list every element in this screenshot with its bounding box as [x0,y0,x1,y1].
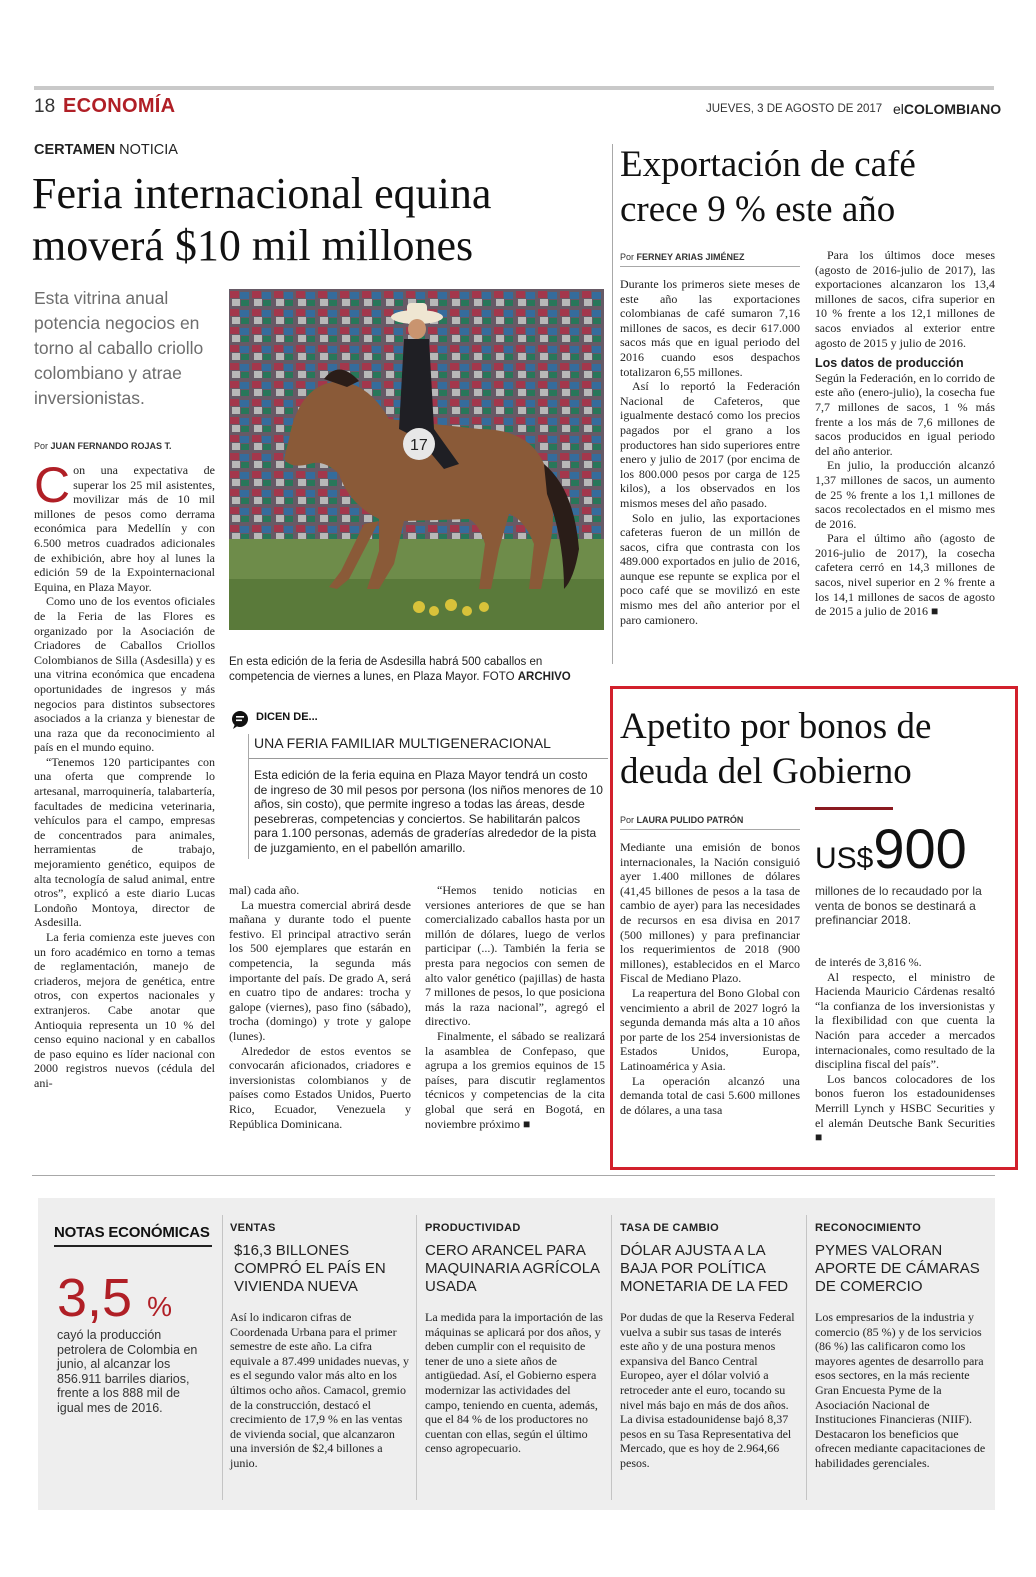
notas-divider [806,1215,807,1500]
paragraph: Finalmente, el sábado se realizará la asamblea de Confepaso, que agrupa a los gremios equinos de 15 países, para discutir reglamentos técnicos y competencias de la cita global que será en Bogotá, en noviembre próximo ■ [425,1028,605,1131]
paragraph: on una expectativa de superar los 25 mil asistentes, movilizar más de 10 mil millones de pesos como derrama económica para Medellín y con 6.500 metros cuadrados adicionales de exhibición, abre hoy al lunes la edición 59 de la Expointernacional Equina, en Plaza Mayor. [34,463,215,594]
dicen-body: Esta edición de la feria equina en Plaza Mayor tendrá un costo de ingreso de 30 mil pesos por persona (los niños menores de 10 años, sin costo), que permite ingreso a todas las áreas, desde pesebreras, competencias y conciertos. Se habilitarán palcos para 1.100 personas, además de graderías alrededor de la pista de juzgamiento, en el pabellón amarillo. [254,768,603,855]
kicker-bold: CERTAMEN [34,142,116,158]
paragraph: “Tenemos 120 participantes con una oferta que comprende lo artesanal, marroquinería, talabartería, facultades de medicina veterinaria, vehículos para el campo, empresas de concentrados para animales, herramientas de trabajo, mejoramiento genético, equipos de alta tecnología de salud animal, entre otros”, explicó a este diario Lucas Londoño Montoya, director de Asdesilla. [34,754,215,930]
byline-name: FERNEY ARIAS JIMÉNEZ [636,252,745,262]
dicen-title: DICEN DE... [256,711,318,723]
nota-body: Por dudas de que la Reserva Federal vuelva a subir sus tasas de interés este año y de una postura menos expansiva del Banco Central Europeo, ayer el dólar volvió a retroceder ante el euro, tocando su nivel más bajo en más de dos años. La divisa estadounidense bajó 8,37 pesos en su Tasa Representativa del Mercado, que es hoy de 2.964,66 pesos. [620,1310,795,1470]
caption-credit: ARCHIVO [517,670,571,683]
paragraph: Al respecto, el ministro de Hacienda Mauricio Cárdenas resaltó “la confianza de los inversionistas y la flexibilidad con que cuenta la Nación para acceder a mercados internacionales, como resultado de la disciplina fiscal del país”. [815,969,995,1072]
header-rule [34,86,994,90]
speech-bubble-icon [231,711,249,729]
bonos-column-1 [620,840,800,1117]
nota-ventas [230,1222,410,1471]
byline-prefix: Por [620,815,637,825]
stat-unit: % [147,1291,172,1322]
nota-category: TASA DE CAMBIO [620,1222,719,1234]
stat-description: cayó la producción petrolera de Colombia en junio, al alcanzar los 856.911 barriles diarios, frente a los 888 mil de igual mes de 2016. [57,1328,198,1415]
nota-category: PRODUCTIVIDAD [425,1222,521,1234]
price-caption: millones de lo recaudado por la venta de bonos se destinará a prefinanciar 2018. [815,884,982,928]
photo-illustration [229,289,604,630]
dicen-rule [248,758,608,759]
nota-category: VENTAS [230,1222,276,1234]
section-title: ECONOMÍA [63,95,176,117]
paragraph: de interés de 3,816 %. [815,955,922,969]
cafe-headline: Exportación de café crece 9 % este año [620,144,916,230]
feria-column-2 [229,883,411,1131]
nota-reconocimiento [815,1222,990,1471]
price-rule [815,807,893,810]
cafe-column-2 [815,248,995,619]
nota-body: La medida para la importación de las máquinas se aplicará por dos años, y deben cumplir con el requisito de tener de uno a siete años de antigüedad. Así, el Gobierno espera modernizar las actividades del campo, teniendo en cuenta, además, que el 84 % de los productores no cuentan con ellas, según el último censo agropecuario. [425,1310,603,1456]
nota-body: Los empresarios de la industria y comercio (85 %) y de los servicios (86 %) las calificaron como los mayores agentes de desarrollo para esos sectores, en la más reciente Gran Encuesta Pyme de la Asociación Nacional de Instituciones Financieras (NIIF). Destacaron los beneficios que ofrecen mediante capacitaciones de habilidades gerenciales. [815,1310,986,1470]
bottom-rule [32,1175,995,1176]
paragraph: Solo en julio, las exportaciones cafeteras fueron de un millón de sacos, cifra que contrasta con los 489.000 exportados en julio de 2016, aunque ese repunte se explica por el poco café que se movilizó en este mismo mes del año anterior por el paro camionero. [620,510,800,627]
nota-category: RECONOCIMIENTO [815,1222,922,1234]
feria-headline: Feria internacional equina moverá $10 mil millones [32,169,492,270]
nota-tasa-de-cambio [620,1222,798,1471]
feria-column-1 [34,457,215,1091]
brand-name: COLOMBIANO [903,101,1002,117]
dicen-side-rule [248,734,249,859]
paragraph: “Hemos tenido noticias en versiones anteriores de que se han comercializado caballos hasta por un millón de dólares, luego de verlos participar (...). También la feria se presta para negocios con semen de alto valor genético (pajillas) de hasta 7 millones de pesos, lo que posiciona más la raza nacional”, agregó el directivo. [425,883,605,1029]
paragraph: mal) cada año. [229,883,300,897]
paragraph: La operación alcanzó una demanda total de casi 5.600 millones de dólares, a una tasa [620,1073,800,1117]
newspaper-brand [893,101,1001,117]
paragraph: La feria comienza este jueves con un foro académico en torno a temas de reglamentación, manejo de criaderos, mejora de genética, entre otros, con expertos nacionales y extranjeros. Cabe anotar que Antioquia representa un 10 % del censo equino nacional y en caballos de paso equino es líder nacional con 2000 registros nuevos (cédula del ani- [34,930,215,1090]
paragraph: Los bancos colocadores de los bonos fueron los estadounidenses Merrill Lynch y HSBC Securities y el alemán Deutsche Bank Securities ■ [815,1071,995,1145]
byline-prefix: Por [34,441,51,451]
notas-title-rule [54,1245,212,1247]
paragraph: Para el último año (agosto de 2016-julio de 2017), la cosecha cafetera cerró en 14,3 millones de sacos, nivel superior en 2 % frente a los 14,1 millones de sacos de agosto de 2015 a julio de 2016 ■ [815,531,995,619]
paragraph: En julio, la producción alcanzó 1,37 millones de sacos, un aumento de 25 % frente a los 1,1 millones de sacos recolectados en el mismo mes de 2016. [815,458,995,531]
byline-name: LAURA PULIDO PATRÓN [636,815,744,825]
price-value: 900 [873,817,967,880]
cafe-subhead: Los datos de producción [815,356,964,371]
feria-deck: Esta vitrina anual potencia negocios en torno al caballo criollo colombiano y atrae inversionistas. [34,288,204,408]
paragraph: Según la Federación, en lo corrido de este año (enero-julio), la cosecha fue 7,7 millones de sacos, 1 % más frente a los más de 7,6 millones de sacos producidos en igual periodo del año anterior. [815,370,995,458]
nota-headline: $16,3 BILLONES COMPRÓ EL PAÍS EN VIVIENDA NUEVA [234,1242,386,1295]
nota-body: Así lo indicaron cifras de Coordenada Urbana para el primer semestre de este año. La cifra equivale a 87.499 unidades nuevas, y es el segundo valor más alto en los últimos ocho años. Camacol, gremio de la construcción, destacó el crecimiento de 17,9 % en las ventas de vivienda social, que alcanzaron una inversión de $2,4 billones a junio. [230,1310,409,1470]
notas-divider [611,1215,612,1500]
paragraph: Mediante una emisión de bonos internacionales, la Nación consiguió ayer 1.400 millones de dólares (41,45 billones de pesos a la tasa de cambio de ayer) para las necesidades de recursos en esa divisa en 2017 (500 millones) y para prefinanciar los requerimientos de 2018 (900 millones), establecidos en el Marco Fiscal de Mediano Plazo. [620,840,800,986]
stat-value: 3,5 [57,1268,133,1328]
nota-headline: PYMES VALORAN APORTE DE CÁMARAS DE COMERCIO [815,1242,980,1295]
price-highlight [815,817,967,891]
drop-cap: C [34,457,71,513]
caption-text: En esta edición de la feria de Asdesilla habrá 500 caballos en competencia de viernes a lunes, en Plaza Mayor. [229,656,543,683]
paragraph: La reapertura del Bono Global con vencimiento a abril de 2027 logró la segunda demanda más alta a 10 años por parte de los 254 inversionistas de Estados Unidos, Europa, Latinoamérica y Asia. [620,985,800,1073]
nota-headline: DÓLAR AJUSTA A LA BAJA POR POLÍTICA MONETARIA DE LA FED [620,1242,789,1295]
cafe-byline [620,252,745,262]
feria-column-3 [425,883,605,1131]
kicker-rest: NOTICIA [115,142,178,158]
byline-name: JUAN FERNANDO ROJAS T. [50,441,172,451]
photo-caption [229,655,604,684]
dicen-subtitle: UNA FERIA FAMILIAR MULTIGENERACIONAL [254,735,551,751]
paragraph: Como uno de los eventos oficiales de la Feria de las Flores es organizado por la Asociación de Criadores de Caballos Criollos Colombianos de Silla (Asdesilla) y es una vitrina económica que encadena oportunidades de ingresos y más negocios para distintos subsectores asociados a la crianza y bienestar de una raza que da reconocimiento al país en el mundo equino. [34,594,215,755]
bonos-column-2 [815,955,995,1145]
paragraph: Durante los primeros siete meses de este año las exportaciones colombianas de café sumaron 7,16 millones de sacos, es decir 617.000 sacos más que en igual periodo del 2016 cuando esos despachos totalizaron 6,55 millones. [620,277,800,379]
paragraph: Así lo reportó la Federación Nacional de Cafeteros, que igualmente destacó como los precios pagados por el grano a los productores han sido superiores entre enero y julio de 2017 (por encima de los 800.000 pesos por carga de 125 kilos), a los observados en los mismos meses del año pasado. [620,379,800,510]
notas-divider [416,1215,417,1500]
article-kicker [34,142,178,158]
byline-rule [620,829,800,830]
byline-rule [620,266,800,267]
bonos-byline [620,815,743,825]
notas-divider [222,1215,223,1500]
price-currency: US$ [815,842,874,875]
bonos-headline: Apetito por bonos de deuda del Gobierno [620,706,932,792]
byline-prefix: Por [620,252,637,262]
nota-productividad [425,1222,603,1456]
paragraph: Para los últimos doce meses (agosto de 2016-julio de 2017), las exportaciones alcanzaron los 13,4 millones de sacos, cifra superior en 10 % frente a los 12,1 millones de sacos enviados al exterior entre agosto de 2015 y julio de 2016. [815,248,995,350]
notas-title: NOTAS ECONÓMICAS [54,1224,210,1241]
horse-rider-photo [229,289,604,630]
brand-prefix: el [893,101,904,117]
page-number: 18 [34,96,56,117]
paragraph: Alrededor de estos eventos se convocarán aficionados, criadores e inversionistas colombianos y de países como Estados Unidos, Puerto Rico, Ecuador, Venezuela y República Dominicana. [229,1043,411,1131]
paragraph: La muestra comercial abrirá desde mañana y durante todo el puente festivo. El principal atractivo serán los 500 ejemplares que estarán en competencia, la segunda más importante del país. De grado A, será en cuatro tipo de andares: trocha y galope (viernes), paso fino (sábado), trocha (domingo) y trote y galope (lunes). [229,897,411,1043]
notas-big-stat [57,1268,172,1337]
nota-headline: CERO ARANCEL PARA MAQUINARIA AGRÍCOLA USADA [425,1242,600,1295]
rider-number: 17 [410,437,428,454]
caption-credit-label: FOTO [482,670,518,683]
column-divider [612,144,613,664]
publication-date: JUEVES, 3 DE AGOSTO DE 2017 [706,103,883,115]
cafe-column-1 [620,277,800,627]
feria-byline [34,441,172,451]
